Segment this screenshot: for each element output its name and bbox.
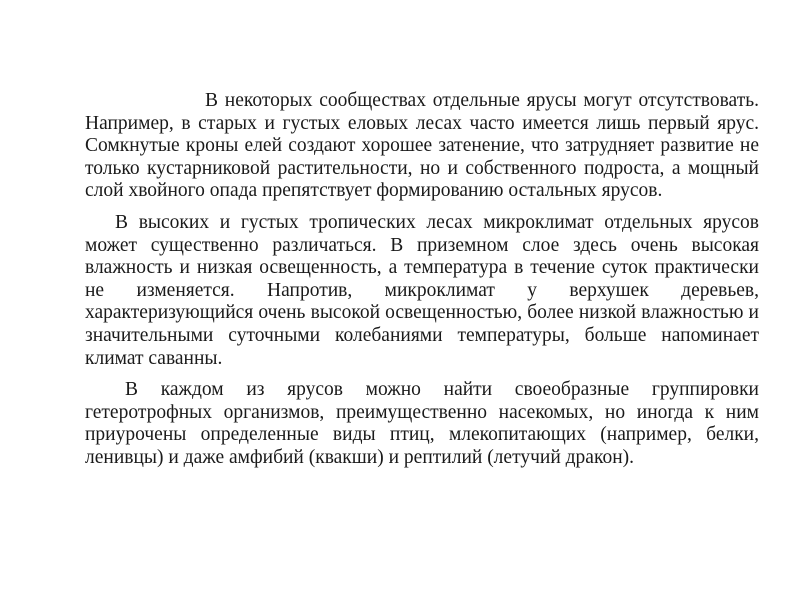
paragraph-2: В высоких и густых тропических лесах микроклимат отдельных ярусов может существенно различаться. В приземном слое здесь очень высокая влажность и низкая освещенность, а температура в течение суток практически не изменяется. Напротив, микроклимат у верхушек деревьев, характеризующийся очень высокой освещенностью, более низкой влажностью и значительными суточными колебаниями температуры, больше напоминает климат саванны. — [85, 211, 759, 369]
paragraph-3: В каждом из ярусов можно найти своеобразные группировки гетеротрофных организмов, преимущественно насекомых, но иногда к ним приурочены определенные виды птиц, млекопитающих (например, белки, ленивцы) и даже амфибий (квакши) и рептилий (летучий дракон). — [85, 379, 759, 468]
paragraph-1: В некоторых сообществах отдельные ярусы могут отсутствовать. Например, в старых и густых еловых лесах часто имеется лишь первый ярус. Сомкнутые кроны елей создают хорошее затенение, что затрудняет развитие не только кустарниковой растительности, но и собственного подроста, а мощный слой хвойного опада препятствует формированию остальных ярусов. — [85, 90, 759, 202]
text-body — [85, 90, 759, 470]
